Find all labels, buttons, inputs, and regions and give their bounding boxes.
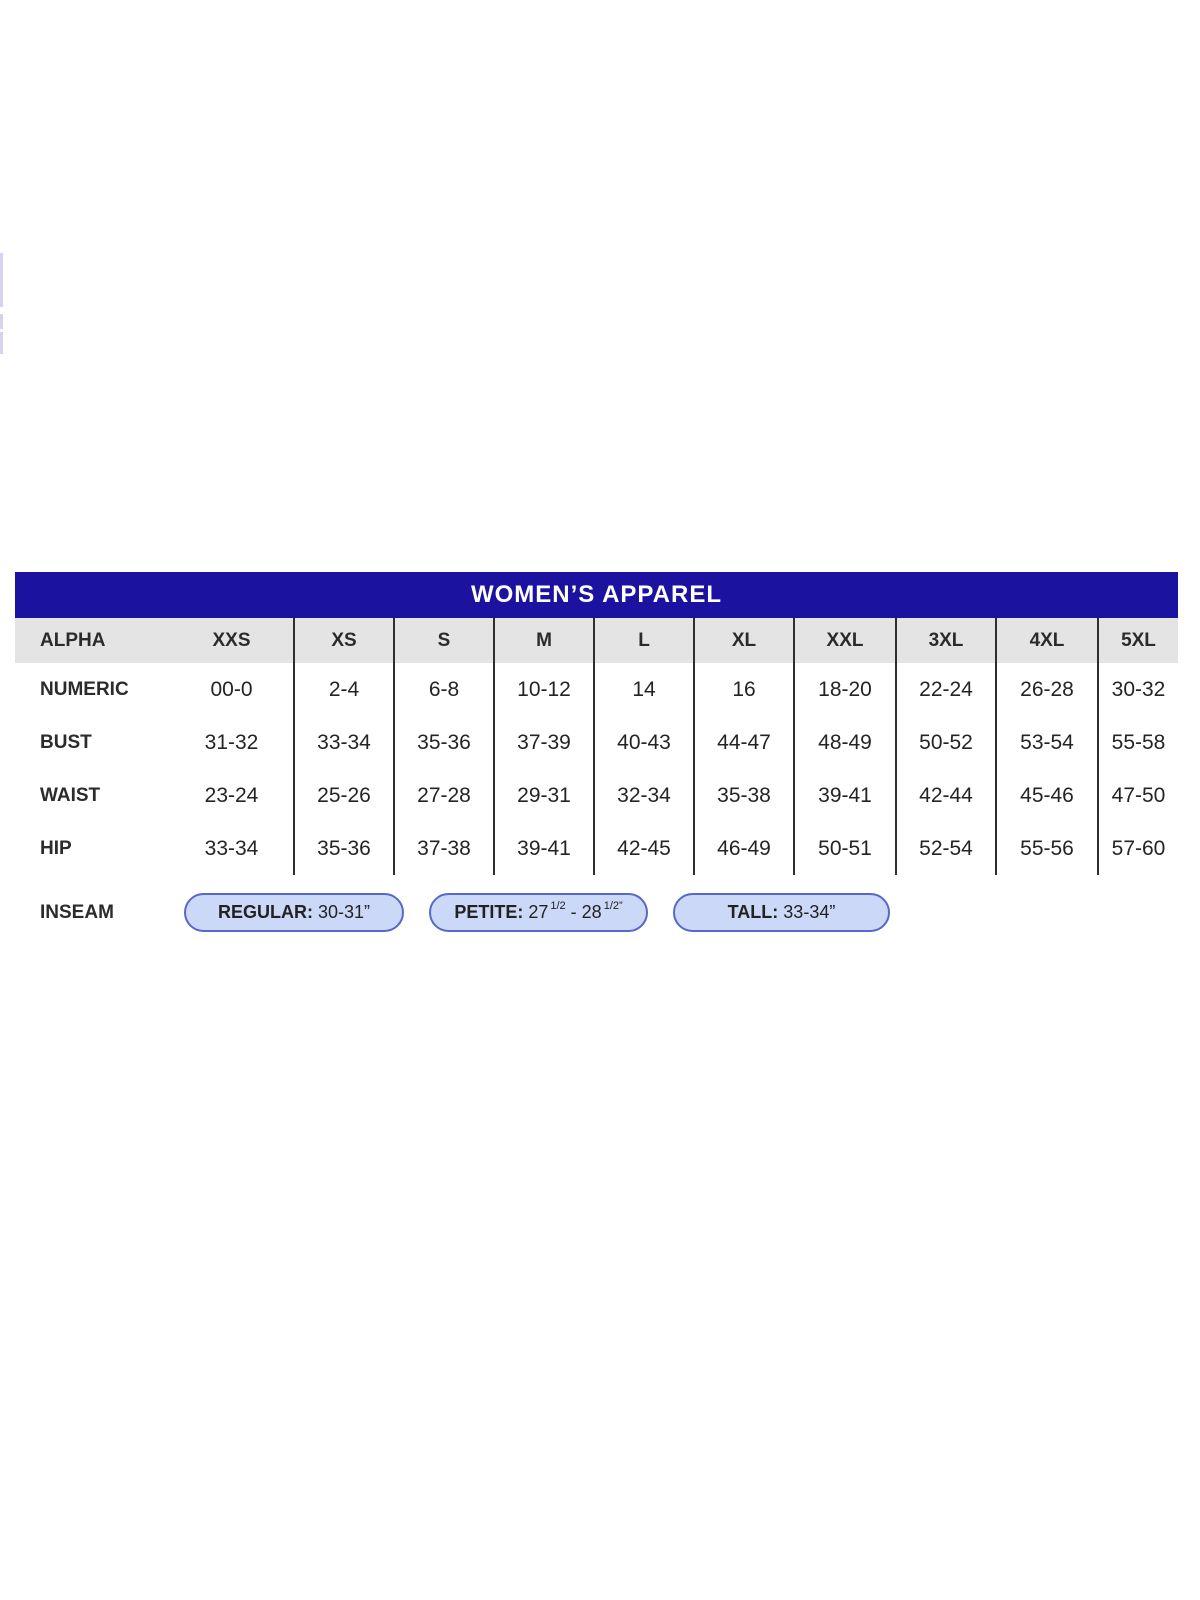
table-cell: 25-26 <box>293 769 393 822</box>
table-title: WOMEN’S APPAREL <box>470 581 722 608</box>
table-cell: 2-4 <box>293 663 393 716</box>
table-title-bar <box>15 572 1178 618</box>
table-cell: 44-47 <box>693 716 793 769</box>
left-edge-artifact <box>0 253 3 307</box>
inseam-pill-regular <box>184 893 404 932</box>
table-cell: 42-44 <box>895 769 995 822</box>
pill-text: - 28 <box>565 902 602 922</box>
table-cell: 29-31 <box>493 769 593 822</box>
left-edge-artifact <box>0 332 3 354</box>
table-cell: 14 <box>593 663 693 716</box>
womens-apparel-size-chart <box>15 572 1178 953</box>
table-cell: 31-32 <box>204 730 259 754</box>
table-cell: 50-52 <box>895 716 995 769</box>
pill-text: TALL: <box>727 902 779 922</box>
table-cell: 23-24 <box>204 783 259 807</box>
column-header-3xl: 3XL <box>895 618 995 663</box>
table-cell: 16 <box>693 663 793 716</box>
table-cell: 45-46 <box>995 769 1097 822</box>
pill-text: 27 <box>523 902 549 922</box>
table-cell: 35-36 <box>293 822 393 875</box>
pill-text: REGULAR: <box>217 902 313 922</box>
column-header-s: S <box>393 618 493 663</box>
table-cell: 26-28 <box>995 663 1097 716</box>
table-cell: 35-38 <box>693 769 793 822</box>
table-cell: 55-56 <box>995 822 1097 875</box>
column-header-m: M <box>493 618 593 663</box>
pill-text: 1/2 <box>550 899 566 912</box>
table-cell: 40-43 <box>593 716 693 769</box>
column-header-l: L <box>593 618 693 663</box>
inseam-pill-tall <box>673 893 890 932</box>
pill-text: PETITE: <box>454 902 524 922</box>
pill-text: 1/2” <box>603 899 623 912</box>
table-cell: 27-28 <box>393 769 493 822</box>
table-cell: 35-36 <box>393 716 493 769</box>
column-header-5xl: 5XL <box>1097 618 1178 663</box>
column-header-xxl: XXL <box>793 618 895 663</box>
table-cell: 47-50 <box>1097 769 1178 822</box>
row-label-numeric: NUMERIC <box>40 678 129 700</box>
row-label-waist: WAIST <box>40 784 101 806</box>
table-cell: 37-39 <box>493 716 593 769</box>
table-cell: 53-54 <box>995 716 1097 769</box>
table-cell: 55-58 <box>1097 716 1178 769</box>
table-cell: 48-49 <box>793 716 895 769</box>
pill-text: 30-31” <box>312 902 371 922</box>
table-cell: 57-60 <box>1097 822 1178 875</box>
pill-text: 33-34” <box>778 902 836 922</box>
size-table <box>15 618 1178 875</box>
table-cell: 10-12 <box>493 663 593 716</box>
table-cell: 30-32 <box>1097 663 1178 716</box>
table-cell: 52-54 <box>895 822 995 875</box>
table-cell: 6-8 <box>393 663 493 716</box>
row-label-hip: HIP <box>40 837 72 859</box>
row-label-bust: BUST <box>40 731 92 753</box>
table-cell: 33-34 <box>204 836 259 860</box>
column-header-alpha: ALPHA <box>15 618 170 663</box>
inseam-pill-petite <box>429 893 648 932</box>
row-label-inseam: INSEAM <box>40 901 114 923</box>
column-header-xxs: XXS <box>170 618 293 663</box>
table-cell: 00-0 <box>210 677 253 701</box>
column-header-xl: XL <box>693 618 793 663</box>
table-cell: 46-49 <box>693 822 793 875</box>
table-cell: 33-34 <box>293 716 393 769</box>
left-edge-artifact <box>0 314 3 329</box>
table-cell: 37-38 <box>393 822 493 875</box>
inseam-row <box>15 875 1178 953</box>
table-cell: 22-24 <box>895 663 995 716</box>
table-cell: 42-45 <box>593 822 693 875</box>
column-header-4xl: 4XL <box>995 618 1097 663</box>
table-cell: 32-34 <box>593 769 693 822</box>
table-cell: 39-41 <box>793 769 895 822</box>
table-cell: 39-41 <box>493 822 593 875</box>
column-header-xs: XS <box>293 618 393 663</box>
table-cell: 50-51 <box>793 822 895 875</box>
table-cell: 18-20 <box>793 663 895 716</box>
